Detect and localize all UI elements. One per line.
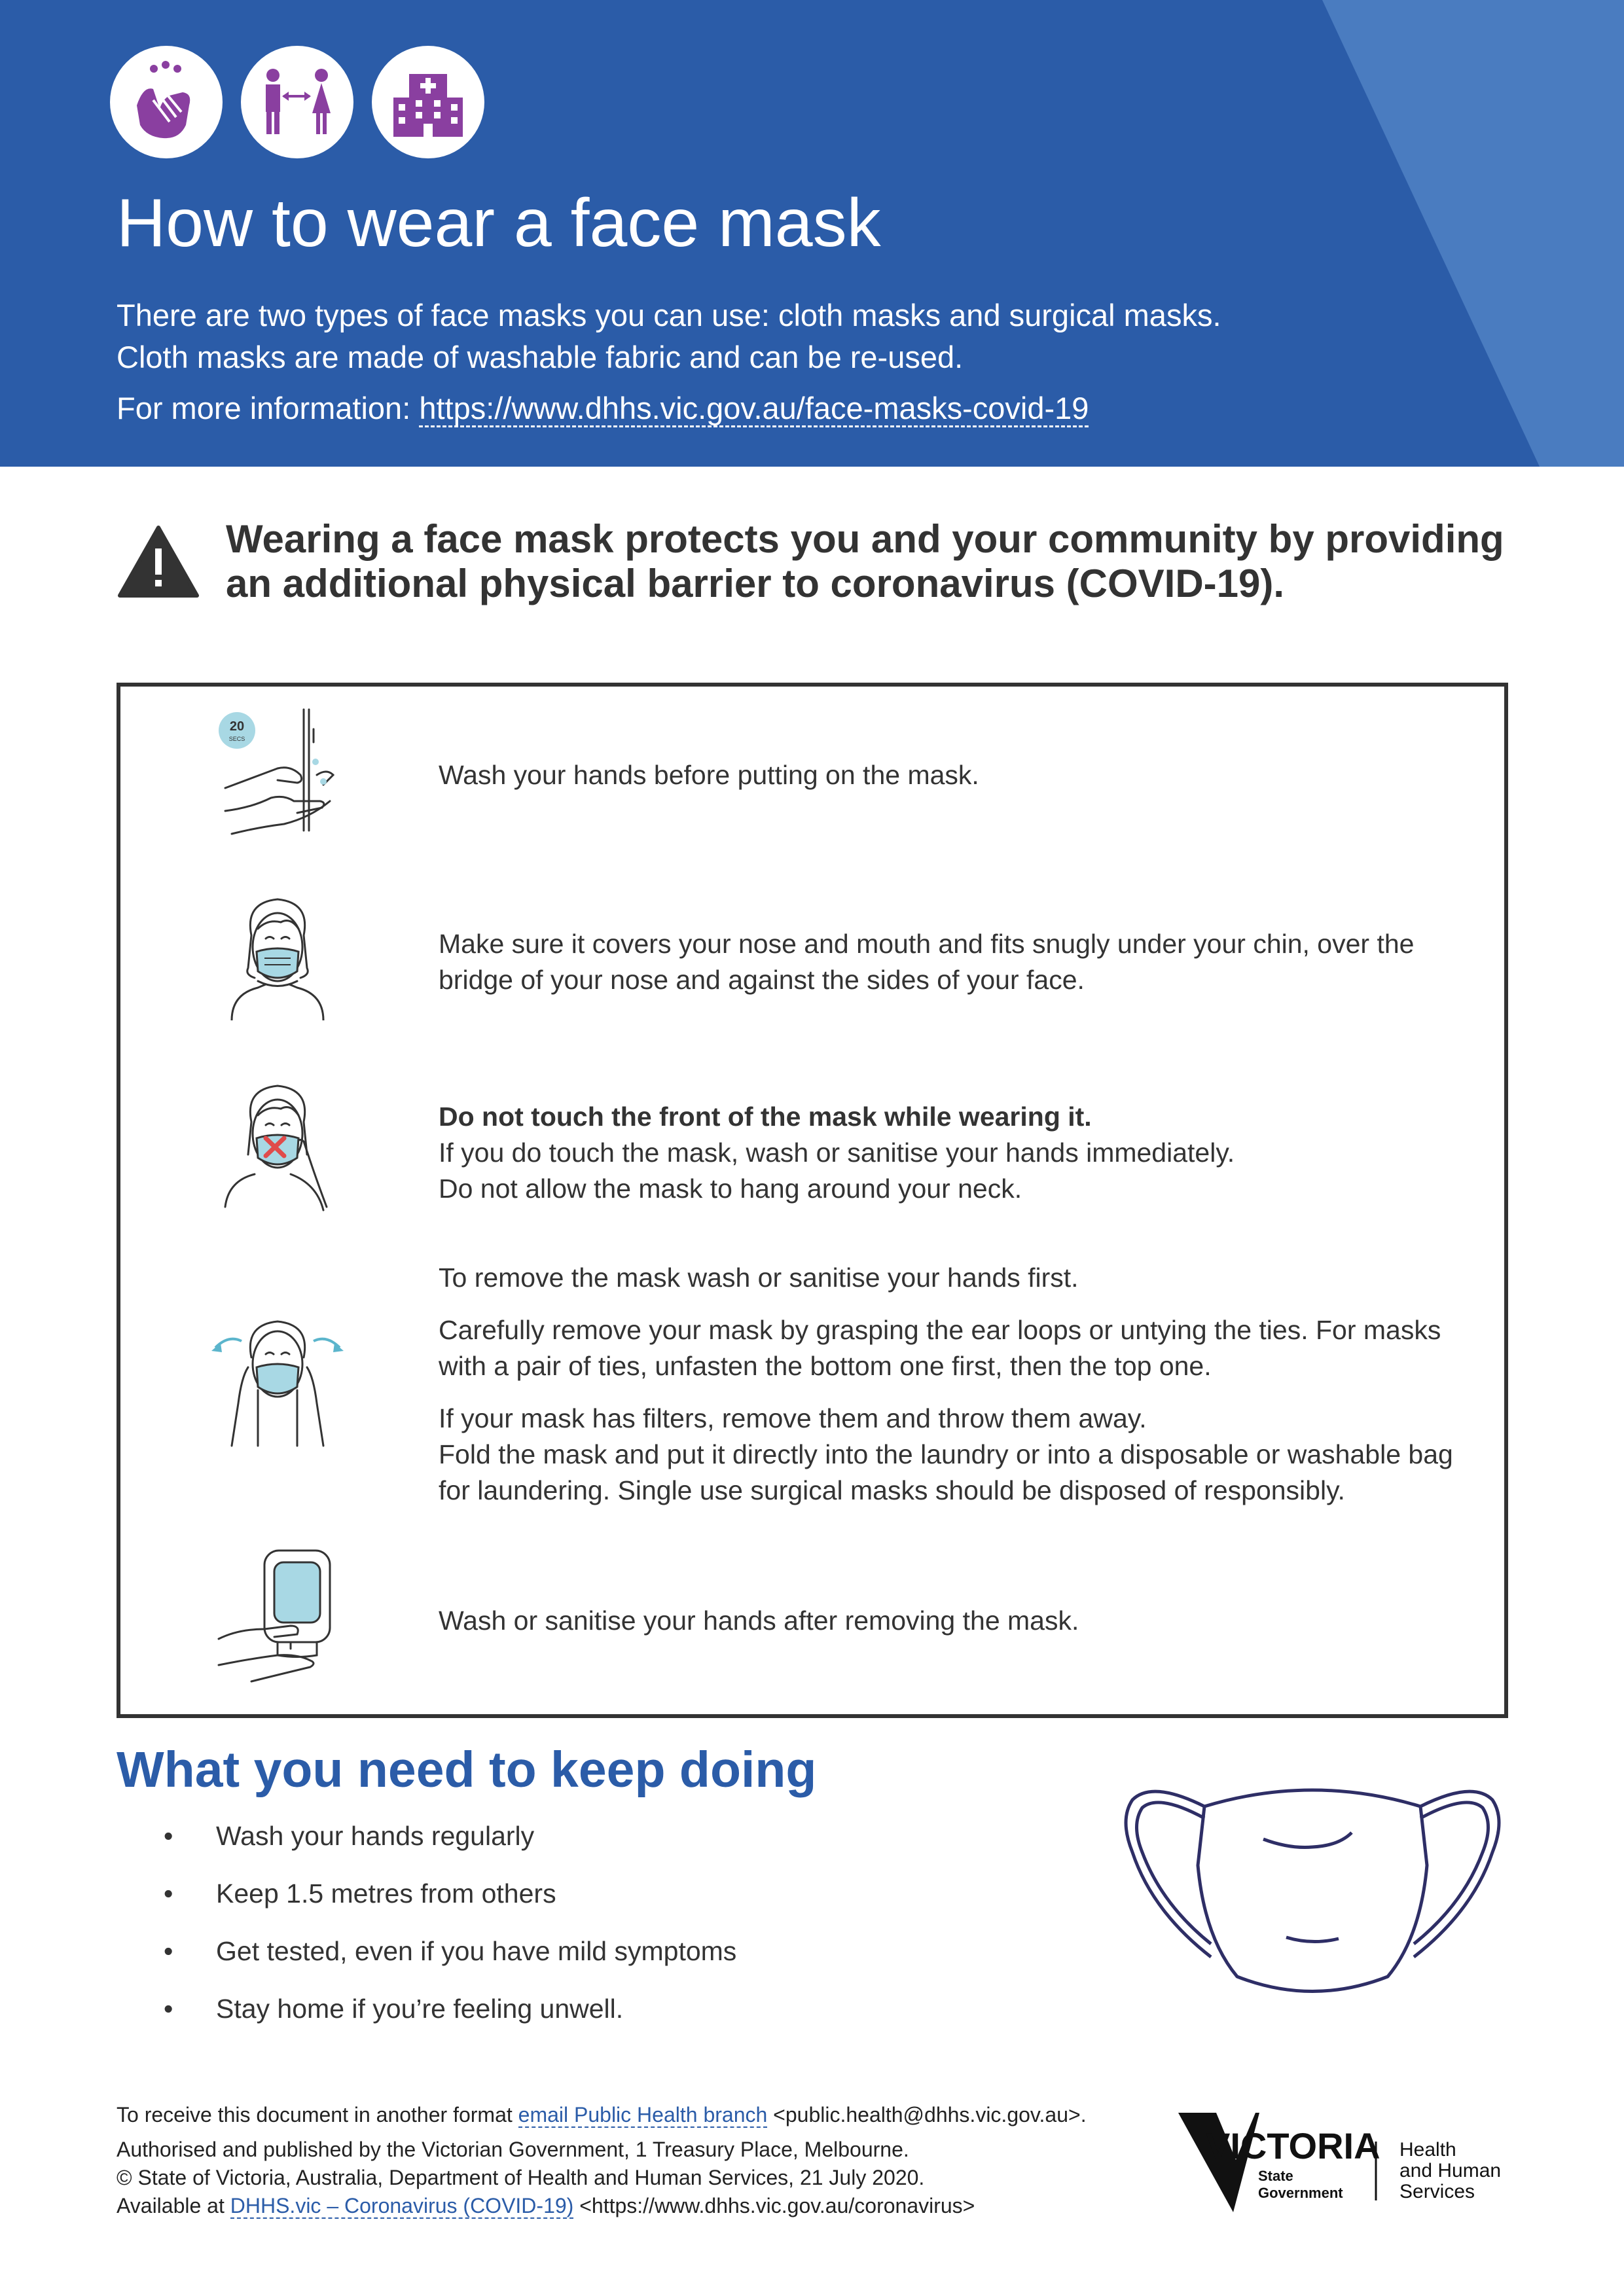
face-mask-illustration [1113,1767,1519,2016]
victoria-government-logo [1178,2108,1519,2219]
keep-doing-heading: What you need to keep doing [117,1742,817,1798]
footer-line-4-suffix: <https://www.dhhs.vic.gov.au/coronavirus> [573,2194,975,2217]
dhhs-coronavirus-link[interactable]: DHHS.vic – Coronavirus (COVID-19) [230,2194,574,2217]
intro-line-2: Cloth masks are made of washable fabric and can be re-used. [117,340,964,374]
step-3-warning: Do not touch the front of the mask while wearing it. [439,1102,1092,1132]
step-4-text [439,1260,1499,1509]
step-1-line: Wash your hands before putting on the mask. [439,760,979,790]
page-title: How to wear a face mask [117,185,881,261]
logo-dept-line-1: Health [1399,2139,1456,2161]
footer-line-4 [117,2192,1131,2220]
list-item: • Stay home if you’re feeling unwell. [164,1986,736,2043]
list-item: • Wash your hands regularly [164,1813,736,1871]
victoria-wordmark: VICTORIA [1206,2125,1380,2166]
footer-line-1-suffix: <public.health@dhhs.vic.gov.au>. [767,2103,1087,2126]
footer [117,2101,1131,2220]
step-3-text [439,1099,1499,1207]
more-info-label: For more information: [117,391,420,425]
step-4-para-2-line-2: with a pair of ties, unfasten the bottom one first, then the top one. [439,1351,1212,1381]
step-5-text [439,1603,1499,1639]
list-item: • Get tested, even if you have mild symptoms [164,1928,736,1986]
physical-distance-icon [241,46,353,158]
step-4-para-3-line-2: Fold the mask and put it directly into the laundry or into a disposable or washable bag [439,1439,1453,1469]
warning-triangle-icon [118,525,200,598]
header-banner [0,0,1624,467]
email-public-health-link[interactable]: email Public Health branch [518,2103,768,2126]
step-1-text [439,757,1499,793]
logo-dept-line-2: and Human [1399,2160,1502,2181]
hand-sanitiser-illustration [212,1544,343,1685]
do-not-touch-mask-illustration [219,1076,336,1213]
hospital-icon [372,46,484,158]
step-2-text [439,926,1499,998]
footer-line-1 [117,2101,1131,2129]
hand-washing-icon [110,46,223,158]
timer-badge: 20 [229,719,245,734]
warning-message [226,517,1535,606]
step-4-para-2-line-1: Carefully remove your mask by grasping the ear loops or untying the ties. For masks [439,1315,1441,1345]
step-4-para-1: To remove the mask wash or sanitise your hands first. [439,1263,1079,1293]
intro-line-1: There are two types of face masks you can use: cloth masks and surgical masks. [117,298,1221,332]
step-4-para-3-line-3: for laundering. Single use surgical masks should be disposed of responsibly. [439,1475,1345,1505]
step-2-line-1: Make sure it covers your nose and mouth and fits snugly under your chin, over the [439,929,1415,959]
intro-text [117,295,1221,378]
hand-washing-illustration [212,703,356,840]
step-2-line-2: bridge of your nose and against the sides of your face. [439,965,1085,995]
step-3-bold-line [439,1099,1499,1135]
person-wearing-mask-illustration [219,889,336,1020]
header-icons [110,46,484,158]
steps-panel [117,683,1508,1718]
removing-mask-illustration [202,1312,353,1449]
timer-badge-unit: SECS [228,736,245,742]
warning-line-2: an additional physical barrier to coronavirus (COVID-19). [226,562,1285,605]
list-item: • Keep 1.5 metres from others [164,1871,736,1928]
keep-doing-list [164,1813,736,2043]
footer-line-1-prefix: To receive this document in another format [117,2103,518,2126]
footer-line-4-prefix: Available at [117,2194,230,2217]
step-3-line-2: If you do touch the mask, wash or sanitise your hands immediately. [439,1138,1235,1168]
step-3-line-3: Do not allow the mask to hang around your neck. [439,1174,1022,1204]
footer-line-3: © State of Victoria, Australia, Department of Health and Human Services, 21 July 2020. [117,2166,925,2189]
logo-dept-line-3: Services [1399,2181,1475,2202]
logo-state: State [1258,2168,1293,2184]
logo-government: Government [1258,2185,1343,2201]
warning-line-1: Wearing a face mask protects you and your community by providing [226,517,1504,561]
step-4-para-3-line-1: If your mask has filters, remove them and throw them away. [439,1403,1147,1433]
footer-line-2: Authorised and published by the Victorian Government, 1 Treasury Place, Melbourne. [117,2138,909,2161]
step-5-line: Wash or sanitise your hands after removing the mask. [439,1605,1079,1636]
more-info [117,390,1089,426]
more-info-link[interactable]: https://www.dhhs.vic.gov.au/face-masks-covid-19 [419,391,1089,427]
